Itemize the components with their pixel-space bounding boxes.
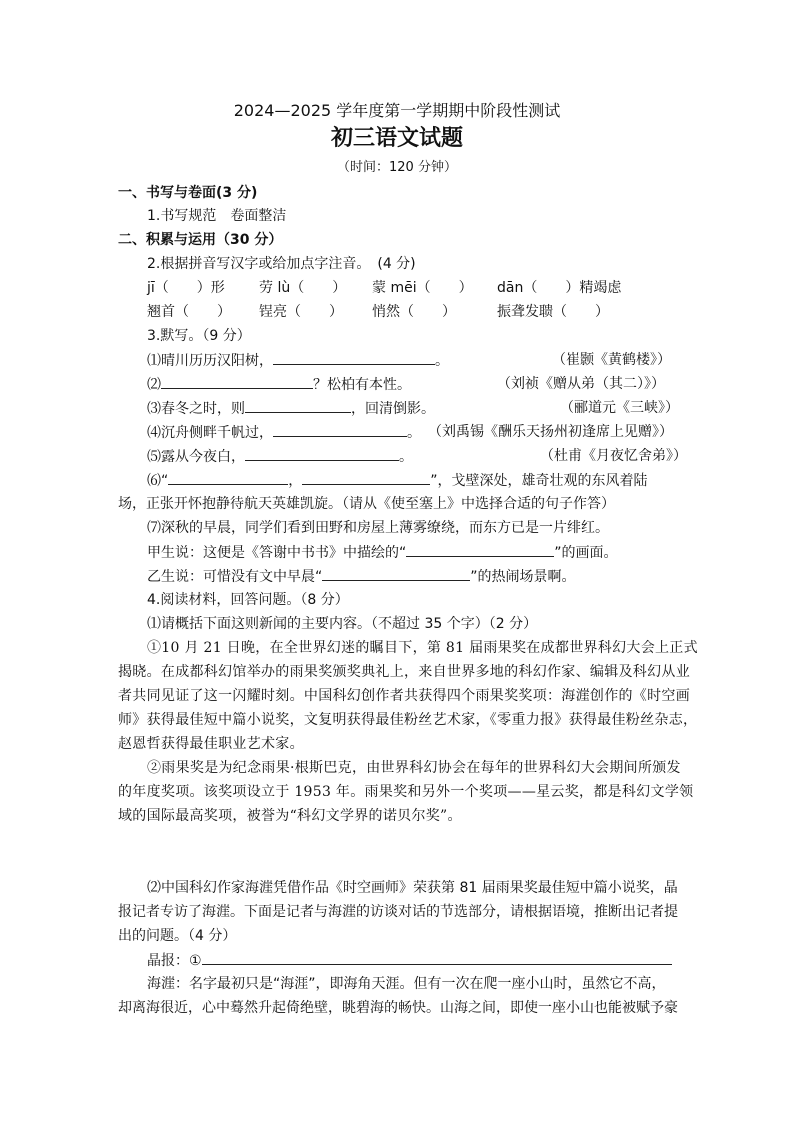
news-line: 揭晓。在成都科幻馆举办的雨果奖颁奖典礼上，来自世界多地的科幻作家、编辑及科幻从业: [118, 664, 690, 680]
pinyin-item: 劳 lù（ ）: [259, 280, 347, 296]
answer-blank[interactable]: [302, 470, 430, 485]
answer-blank[interactable]: [168, 470, 288, 485]
pinyin-item: 翘首（ ）: [147, 304, 231, 320]
answer-blank[interactable]: [161, 374, 313, 389]
answer-blank[interactable]: [202, 950, 672, 965]
q2-stem: 2.根据拼音写汉字或给加点字注音。 (4 分): [147, 256, 416, 272]
q3-stem: 3.默写。（9 分）: [147, 328, 251, 344]
recite-item: ⑶春冬之时，则 ，回清倒影。: [147, 398, 435, 419]
section2-heading: 二、积累与运用（30 分）: [118, 232, 283, 248]
pinyin-item: 振聋发聩（ ）: [497, 304, 609, 320]
recite-source: （郦道元《三峡》）: [560, 400, 679, 416]
section1-item: 1.书写规范 卷面整洁: [147, 208, 287, 224]
recite-item: ⑹“ ， ”，戈壁深处，雄奇壮观的东风着陆: [147, 470, 648, 491]
news-line: 师》获得最佳短中篇小说奖，文复明获得最佳粉丝艺术家，《零重力报》获得最佳粉丝杂志，: [118, 712, 698, 728]
exam-title: 2024—2025 学年度第一学期期中阶段性测试: [233, 101, 561, 120]
news-line: 域的国际最高奖项，被誉为“科幻文学界的诺贝尔奖”。: [118, 808, 462, 824]
news-line: ①10 月 21 日晚，在全世界幻迷的瞩目下，第 81 届雨果奖在成都世界科幻大会上正式: [147, 640, 698, 656]
q4-sub2-line: ⑵中国科幻作家海漄凭借作品《时空画师》荣获第 81 届雨果奖最佳短中篇小说奖，晶: [147, 880, 678, 896]
answer-blank[interactable]: [322, 566, 470, 581]
answer-blank[interactable]: [273, 350, 435, 365]
interview-answer: 海漄：名字最初只是“海涯”，即海角天涯。但有一次在爬一座小山时，虽然它不高，: [147, 976, 666, 992]
interview-question: 晶报：①: [147, 950, 672, 971]
answer-blank[interactable]: [273, 422, 407, 437]
recite-source: （杜甫《月夜忆舍弟》）: [540, 448, 687, 464]
q4-sub2-line: 出的问题。（4 分）: [118, 928, 237, 944]
news-line: 者共同见证了这一闪耀时刻。中国科幻创作者共获得四个雨果奖奖项：海漄创作的《时空画: [118, 688, 690, 704]
recite-item: ⑴晴川历历汉阳树， 。: [147, 350, 449, 371]
pinyin-item: 蒙 mēi（ ）: [372, 280, 473, 296]
q4-stem: 4.阅读材料，回答问题。（8 分）: [147, 592, 349, 608]
student-yi: 乙生说：可惜没有文中早晨“ ”的热闹场景啊。: [147, 566, 576, 587]
subject-title: 初三语文试题: [330, 125, 463, 151]
recite-item: ⑸露从今夜白， 。: [147, 446, 413, 467]
interview-answer: 却离海很近，心中蓦然升起倚绝壁，眺碧海的畅快。山海之间，即使一座小山也能被赋予豪: [118, 1000, 678, 1016]
recite-source: （刘禹锡《酬乐天扬州初逢席上见赠》）: [428, 424, 673, 440]
q4-sub2-line: 报记者专访了海漄。下面是记者与海漄的访谈对话的节选部分，请根据语境，推断出记者提: [118, 904, 678, 920]
recite-item-cont: 场，正张开怀抱静待航天英雄凯旋。（请从《使至塞上》中选择合适的句子作答）: [118, 496, 615, 512]
news-line: 赵恩哲获得最佳职业艺术家。: [118, 736, 304, 752]
answer-blank[interactable]: [245, 398, 351, 413]
news-line: 的年度奖项。该奖项设立于 1953 年。雨果奖和另外一个奖项——星云奖，都是科幻文学领: [118, 784, 694, 800]
recite-source: （崔颢《黄鹤楼》）: [552, 352, 671, 368]
pinyin-item: 锃亮（ ）: [259, 304, 343, 320]
section1-heading: 一、书写与卷面(3 分): [118, 185, 258, 201]
pinyin-item: jī（ ）形: [147, 280, 225, 296]
answer-blank[interactable]: [245, 446, 399, 461]
exam-time: （时间：120 分钟）: [337, 160, 457, 175]
student-jia: 甲生说：这便是《答谢中书书》中描绘的“ ”的画面。: [147, 542, 618, 563]
pinyin-item: dān（ ）精竭虑: [497, 280, 622, 296]
answer-blank[interactable]: [406, 542, 554, 557]
q4-sub1: ⑴请概括下面这则新闻的主要内容。（不超过 35 个字）（2 分）: [147, 616, 538, 632]
pinyin-item: 悄然（ ）: [372, 304, 456, 320]
recite-item: ⑵ ？松柏有本性。: [147, 374, 411, 395]
recite-item: ⑷沉舟侧畔千帆过， 。: [147, 422, 421, 443]
news-line: ②雨果奖是为纪念雨果·根斯巴克，由世界科幻协会在每年的世界科幻大会期间所颁发: [147, 760, 681, 776]
recite-item: ⑺深秋的早晨，同学们看到田野和房屋上薄雾缭绕，而东方已是一片绯红。: [147, 520, 609, 536]
recite-source: （刘祯《赠从弟（其二）》）: [497, 376, 665, 392]
